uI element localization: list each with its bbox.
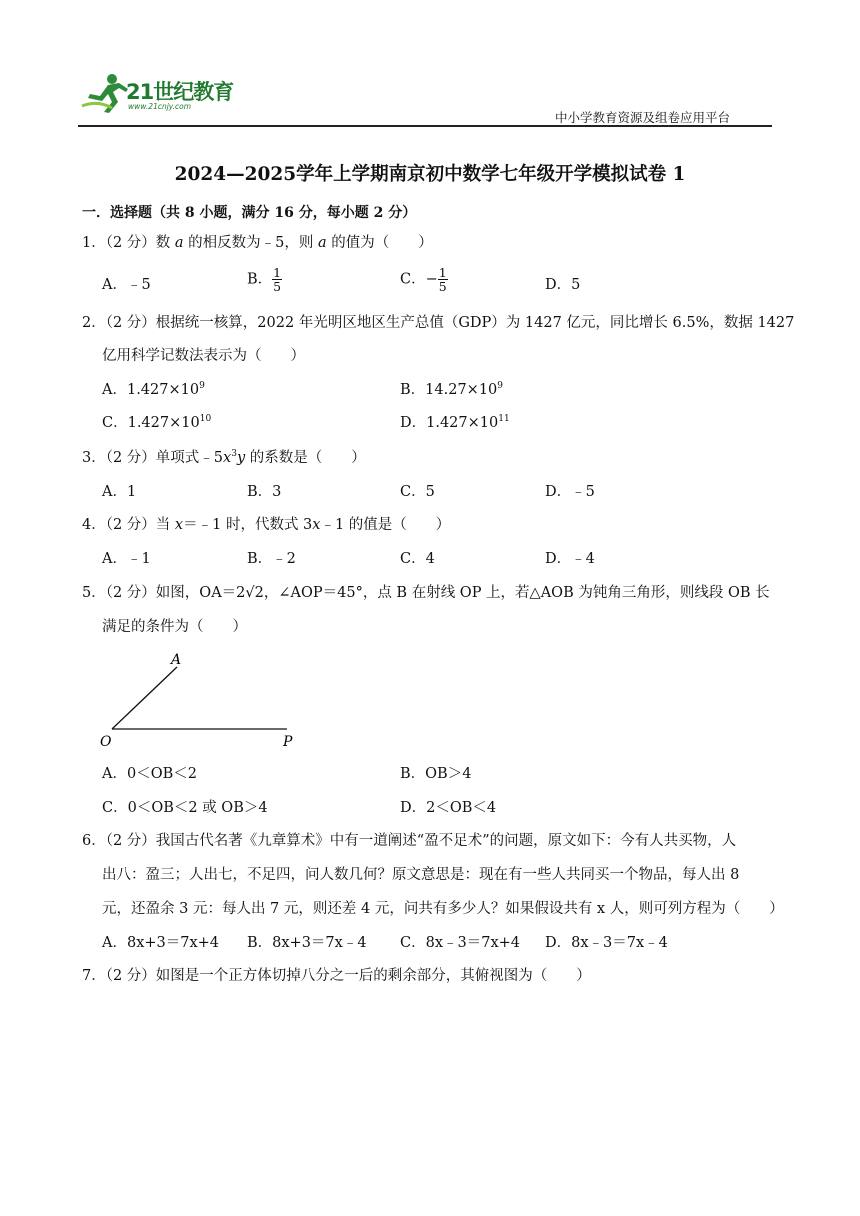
question-6-line-1: 6．（2 分）我国古代名著《九章算术》中有一道阐述“盈不足术”的问题，原文如下：今有人共买物，人 (82, 833, 737, 849)
q4-option-b[interactable]: B．﹣2 (247, 551, 296, 567)
q5-option-d[interactable]: D．2＜OB＜4 (400, 800, 497, 816)
question-2-line-2: 亿用科学记数法表示为（ ） (102, 348, 305, 364)
q1-option-c[interactable]: C．− $\frac{1}{5}$ (400, 265, 447, 294)
q3-option-d[interactable]: D．﹣5 (545, 484, 595, 500)
q5-option-b[interactable]: B．OB＞4 (400, 766, 472, 782)
platform-name: 中小学教育资源及组卷应用平台 (555, 110, 731, 125)
q5-option-a[interactable]: A．0＜OB＜2 (102, 766, 197, 782)
q4-option-d[interactable]: D．﹣4 (545, 551, 595, 567)
question-5-line-1: 5．（2 分）如图，OA＝2√2，∠AOP＝45°，点 B 在射线 OP 上，若△AOB 为钝角三角形，则线段 OB 长 (82, 585, 770, 601)
q2-option-d[interactable]: D．$1.427\times 10^{11}$ (400, 414, 510, 431)
question-2-line-1: 2．（2 分）根据统一核算，2022 年光明区地区生产总值（GDP）为 1427 亿元，同比增长 6.5%，数据 1427 (82, 315, 795, 331)
q3-option-a[interactable]: A．1 (102, 484, 137, 500)
question-6-line-3: 元，还盈余 3 元：每人出 7 元，则还差 4 元，问共有多少人？如果假设共有 x 人，则可列方程为（ ） (102, 901, 784, 917)
question-3: 3．（2 分）单项式$﹣5x^3y$ 的系数是（ ） (82, 449, 366, 466)
ray-oa (112, 667, 177, 729)
q6-option-b[interactable]: B．8x+3＝7x﹣4 (247, 935, 367, 951)
question-1: 1．（2 分）数 a 的相反数为﹣5，则 a 的值为（ ） (82, 235, 433, 251)
question-4: 4．（2 分）当 x＝﹣1 时，代数式 3x﹣1 的值是（ ） (82, 517, 451, 533)
q6-option-c[interactable]: C．8x﹣3＝7x+4 (400, 935, 520, 951)
q3-option-b[interactable]: B．3 (247, 484, 282, 500)
fraction: $\frac{1}{5}$ (438, 265, 447, 294)
page-title: 2024—2025学年上学期南京初中数学七年级开学模拟试卷 1 (174, 164, 686, 185)
q1-option-b[interactable]: B． $\frac{1}{5}$ (247, 265, 282, 294)
question-6-line-2: 出八：盈三；人出七，不足四，问人数几何？原文意思是：现在有一些人共同买一个物品，每人出 8 (102, 867, 740, 883)
fraction: $\frac{1}{5}$ (273, 265, 282, 294)
question-5-line-2: 满足的条件为（ ） (102, 619, 247, 635)
q2-option-c[interactable]: C．$1.427\times 10^{10}$ (102, 414, 212, 431)
q1-option-a[interactable]: A．﹣5 (102, 277, 151, 293)
q2-option-b[interactable]: B．$14.27\times 10^9$ (400, 381, 504, 398)
label-a: A (171, 652, 182, 668)
q5-option-c[interactable]: C．0＜OB＜2 或 OB＞4 (102, 800, 268, 816)
q2-option-a[interactable]: A．$1.427\times 10^9$ (102, 381, 205, 398)
label-o: O (100, 734, 112, 750)
logo-url: www.21cnjy.com (128, 102, 192, 111)
logo-text: 21世纪教育 (126, 80, 234, 104)
runner-logo-icon (78, 70, 130, 114)
question-7: 7．（2 分）如图是一个正方体切掉八分之一后的剩余部分，其俯视图为（ ） (82, 968, 591, 984)
q5-figure (95, 645, 315, 755)
q1-option-d[interactable]: D．5 (545, 277, 581, 293)
q6-option-a[interactable]: A．8x+3＝7x+4 (102, 935, 220, 951)
label-p: P (283, 734, 293, 750)
q6-option-d[interactable]: D．8x﹣3＝7x﹣4 (545, 935, 668, 951)
q4-option-a[interactable]: A．﹣1 (102, 551, 151, 567)
section-heading: 一．选择题（共 8 小题，满分 16 分，每小题 2 分） (82, 205, 417, 221)
header-divider (78, 125, 772, 127)
logo (78, 70, 248, 114)
q4-option-c[interactable]: C．4 (400, 551, 435, 567)
q3-option-c[interactable]: C．5 (400, 484, 435, 500)
